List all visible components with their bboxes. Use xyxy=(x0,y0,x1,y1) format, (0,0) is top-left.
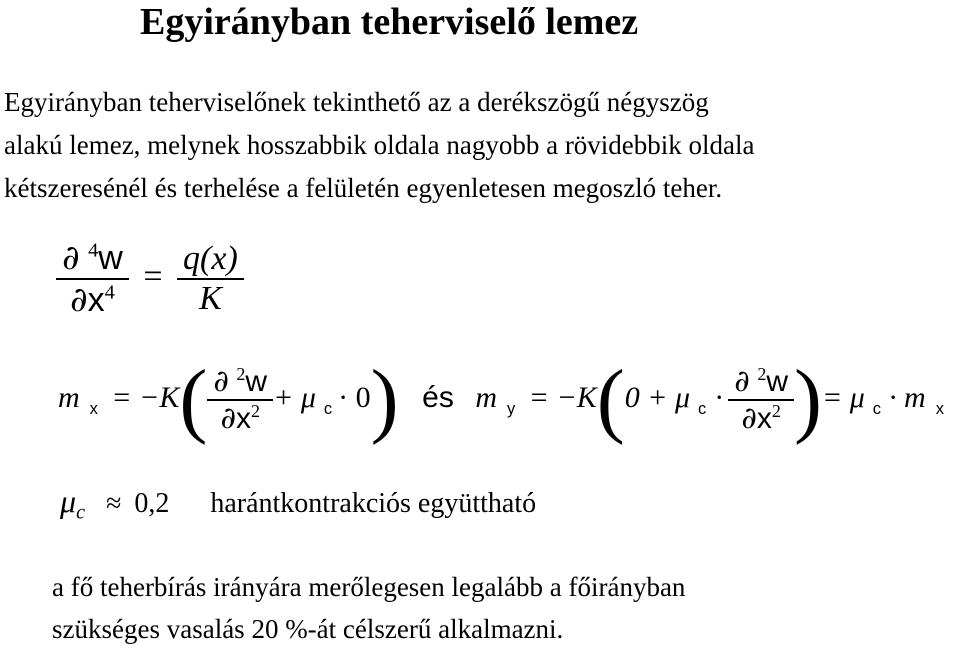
mu-symbol: μ xyxy=(60,483,77,519)
intro-line-2: alakú lemez, melynek hosszabbik oldala nagyobb a rövidebbik oldala xyxy=(4,130,755,160)
zero-plus-mu: 0 + μ xyxy=(624,380,691,414)
mx-subscript-2: x xyxy=(935,399,944,418)
x-variable-3: x xyxy=(756,402,772,435)
note-line-2: szükséges vasalás 20 %-át célszerű alkalmazni. xyxy=(52,614,564,644)
second-derivative-x xyxy=(207,364,273,436)
mu-subscript: c xyxy=(76,501,85,524)
plus-mu: + μ xyxy=(273,380,316,414)
load-fraction xyxy=(177,240,244,318)
stiffness-k: K xyxy=(199,280,222,317)
es-connector: és xyxy=(422,380,454,414)
mu-value: 0,2 xyxy=(134,488,170,519)
second-derivative-y xyxy=(728,364,794,436)
two-exponent-2: 2 xyxy=(251,401,260,421)
my-symbol: m xyxy=(475,380,497,414)
mu-label: harántkontrakciós együttható xyxy=(210,488,537,519)
equals-sign: = xyxy=(143,257,163,295)
partial-symbol-3: ∂ xyxy=(220,401,236,436)
partial-symbol-5: ∂ xyxy=(741,401,757,436)
w-variable-2: w xyxy=(245,365,268,398)
partial-symbol-den: ∂ xyxy=(70,280,88,320)
times-m: · m xyxy=(889,380,926,414)
page-title: Egyirányban teherviselő lemez xyxy=(140,1,639,43)
moment-equations: m $_x$ = −K( $\frac{\partial ^2w}{\partial x^2}$ + μ $_c$ · 0) és m $_y$ = −K(0 + μ $_c$ · $\frac{\partial ^2w}{\partial x^2}$ )= μ $_c$ · m $_x$ xyxy=(58,353,944,446)
my-subscript: y xyxy=(507,399,516,418)
x-variable: x xyxy=(87,281,105,319)
left-paren-2: ( xyxy=(596,353,625,446)
times-zero: · 0 xyxy=(338,380,371,414)
note-line-1: a fő teherbírás irányára merőlegesen legalább a főirányban xyxy=(52,572,686,602)
derivative-fraction xyxy=(56,238,129,320)
plate-differential-equation xyxy=(56,238,244,320)
w-variable-3: w xyxy=(766,365,788,398)
x-variable-2: x xyxy=(236,402,251,435)
intro-line-1: Egyirányban teherviselőnek tekinthető az a derékszögű négyszög xyxy=(4,87,709,117)
right-paren-2: ) xyxy=(793,353,822,446)
two-exponent-3: 2 xyxy=(757,364,767,384)
order-exponent: 4 xyxy=(88,239,99,262)
mx-subscript: x xyxy=(89,399,98,418)
mu-c-subscript-3: c xyxy=(872,399,882,418)
intro-line-3: kétszeresénél és terhelése a felületén egyenletesen megoszló teher. xyxy=(4,173,723,203)
partial-symbol: ∂ xyxy=(62,238,80,278)
equals-minus-k-2: = −K xyxy=(528,380,597,414)
partial-symbol-2: ∂ xyxy=(213,364,229,399)
two-exponent-4: 2 xyxy=(771,401,781,421)
order-exponent-den: 4 xyxy=(104,281,115,304)
poisson-coefficient-line xyxy=(60,484,536,530)
equals-mu: = μ xyxy=(821,380,865,414)
equals-minus-k: = −K xyxy=(111,380,180,414)
left-paren: ( xyxy=(179,353,208,446)
mu-c-subscript-2: c xyxy=(698,399,707,418)
mu-c-subscript: c xyxy=(323,399,333,418)
w-variable: w xyxy=(98,239,123,277)
load-function: q(x) xyxy=(183,240,238,277)
mx-symbol: m xyxy=(58,380,80,414)
two-exponent: 2 xyxy=(236,364,246,384)
right-paren: ) xyxy=(370,353,399,446)
approx-sign: ≈ xyxy=(105,488,122,519)
partial-symbol-4: ∂ xyxy=(734,364,750,399)
